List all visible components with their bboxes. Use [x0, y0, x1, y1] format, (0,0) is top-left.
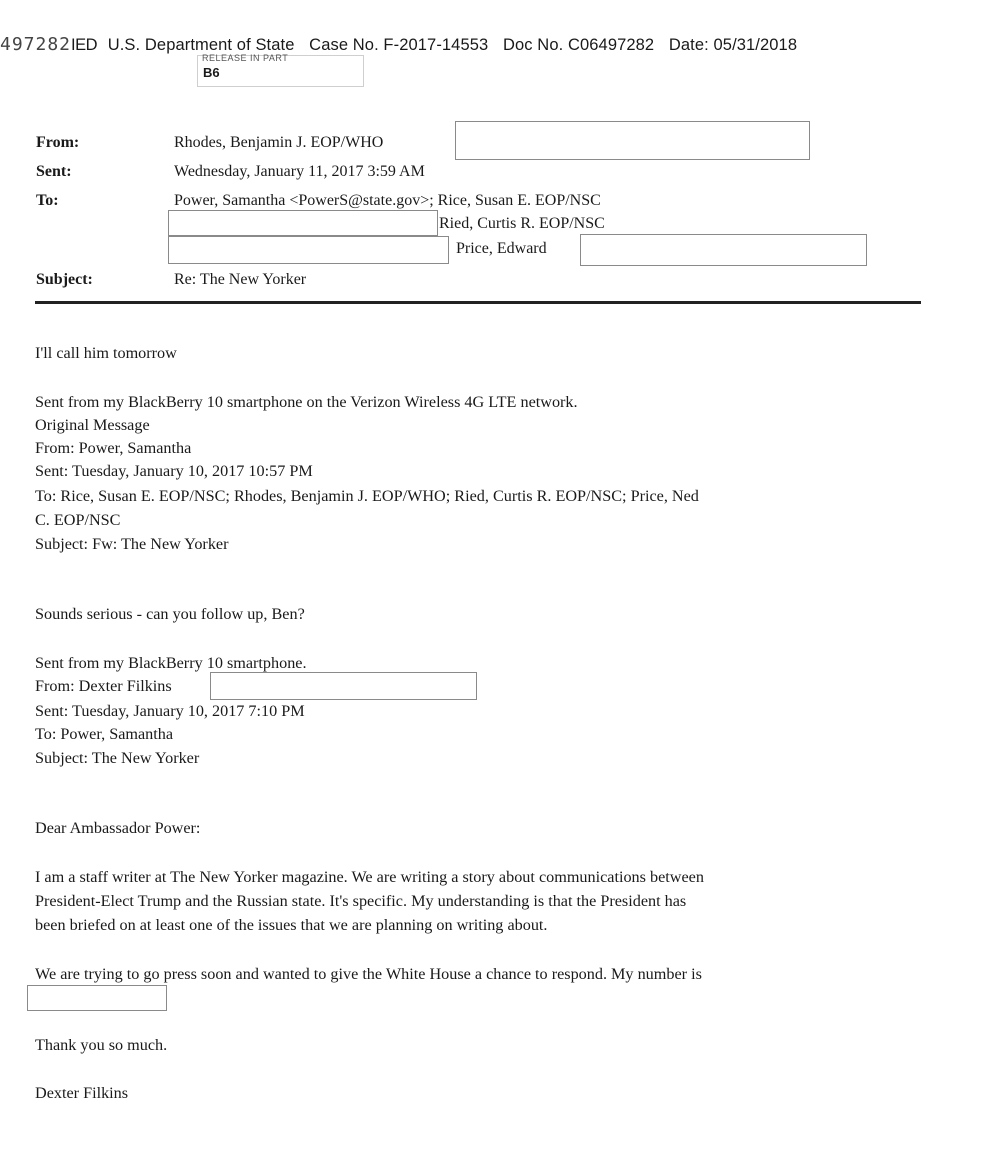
thanks: Thank you so much. — [35, 1036, 168, 1054]
bates-number-fragment: 497282 — [0, 34, 72, 55]
to-label: To: — [36, 192, 59, 209]
exemption-code: B6 — [203, 65, 220, 80]
subject-value: Re: The New Yorker — [174, 271, 307, 288]
to-line-3: Price, Edward — [456, 240, 547, 257]
forward-from: From: Power, Samantha — [35, 439, 192, 457]
forward-subject: Subject: Fw: The New Yorker — [35, 535, 229, 553]
to-line-2: Ried, Curtis R. EOP/NSC — [439, 215, 605, 232]
doc-number: Doc No. C06497282 — [502, 36, 655, 54]
agency-name: U.S. Department of State — [107, 36, 295, 54]
redaction-box — [210, 672, 477, 700]
paragraph-1-line-1: I am a staff writer at The New Yorker magazine. We are writing a story about communications between — [35, 868, 704, 886]
document-header — [0, 34, 797, 55]
redaction-box — [27, 985, 167, 1011]
sign-off: Dexter Filkins — [35, 1084, 129, 1102]
release-date: Date: 05/31/2018 — [668, 36, 798, 54]
case-number: Case No. F-2017-14553 — [309, 36, 489, 54]
paragraph-1-line-3: been briefed on at least one of the issues that we are planning on writing about. — [35, 916, 548, 934]
device-signature: Sent from my BlackBerry 10 smartphone on the Verizon Wireless 4G LTE network. — [35, 393, 578, 411]
original-to: To: Power, Samantha — [35, 725, 174, 743]
original-from: From: Dexter Filkins — [35, 677, 172, 695]
redaction-box — [455, 121, 810, 160]
from-value: Rhodes, Benjamin J. EOP/WHO — [174, 134, 384, 151]
from-label: From: — [36, 134, 80, 151]
forward-sent: Sent: Tuesday, January 10, 2017 10:57 PM — [35, 462, 313, 480]
sent-label: Sent: — [36, 163, 72, 180]
sent-value: Wednesday, January 11, 2017 3:59 AM — [174, 163, 425, 180]
header-divider — [35, 301, 921, 304]
device-signature-2: Sent from my BlackBerry 10 smartphone. — [35, 654, 307, 672]
forward-to-line-2: C. EOP/NSC — [35, 511, 121, 529]
redaction-box — [168, 236, 449, 264]
to-line-1: Power, Samantha <PowerS@state.gov>; Rice, Susan E. EOP/NSC — [174, 192, 601, 209]
original-subject: Subject: The New Yorker — [35, 749, 200, 767]
redaction-box — [168, 210, 438, 236]
paragraph-1-line-2: President-Elect Trump and the Russian state. It's specific. My understanding is that the President has — [35, 892, 687, 910]
reply-text: I'll call him tomorrow — [35, 344, 177, 362]
paragraph-2-line-1: We are trying to go press soon and wanted to give the White House a chance to respond. My number is — [35, 965, 702, 983]
power-message: Sounds serious - can you follow up, Ben? — [35, 605, 305, 623]
release-fragment: IED — [71, 36, 98, 54]
redaction-box — [580, 234, 867, 266]
exemption-stamp — [197, 55, 364, 87]
subject-label: Subject: — [36, 271, 93, 288]
release-stamp-label: RELEASE IN PART — [202, 53, 289, 63]
original-sent: Sent: Tuesday, January 10, 2017 7:10 PM — [35, 702, 305, 720]
salutation: Dear Ambassador Power: — [35, 819, 201, 837]
original-message-label: Original Message — [35, 416, 150, 434]
forward-to-line-1: To: Rice, Susan E. EOP/NSC; Rhodes, Benjamin J. EOP/WHO; Ried, Curtis R. EOP/NSC; Price, Ned — [35, 487, 699, 505]
